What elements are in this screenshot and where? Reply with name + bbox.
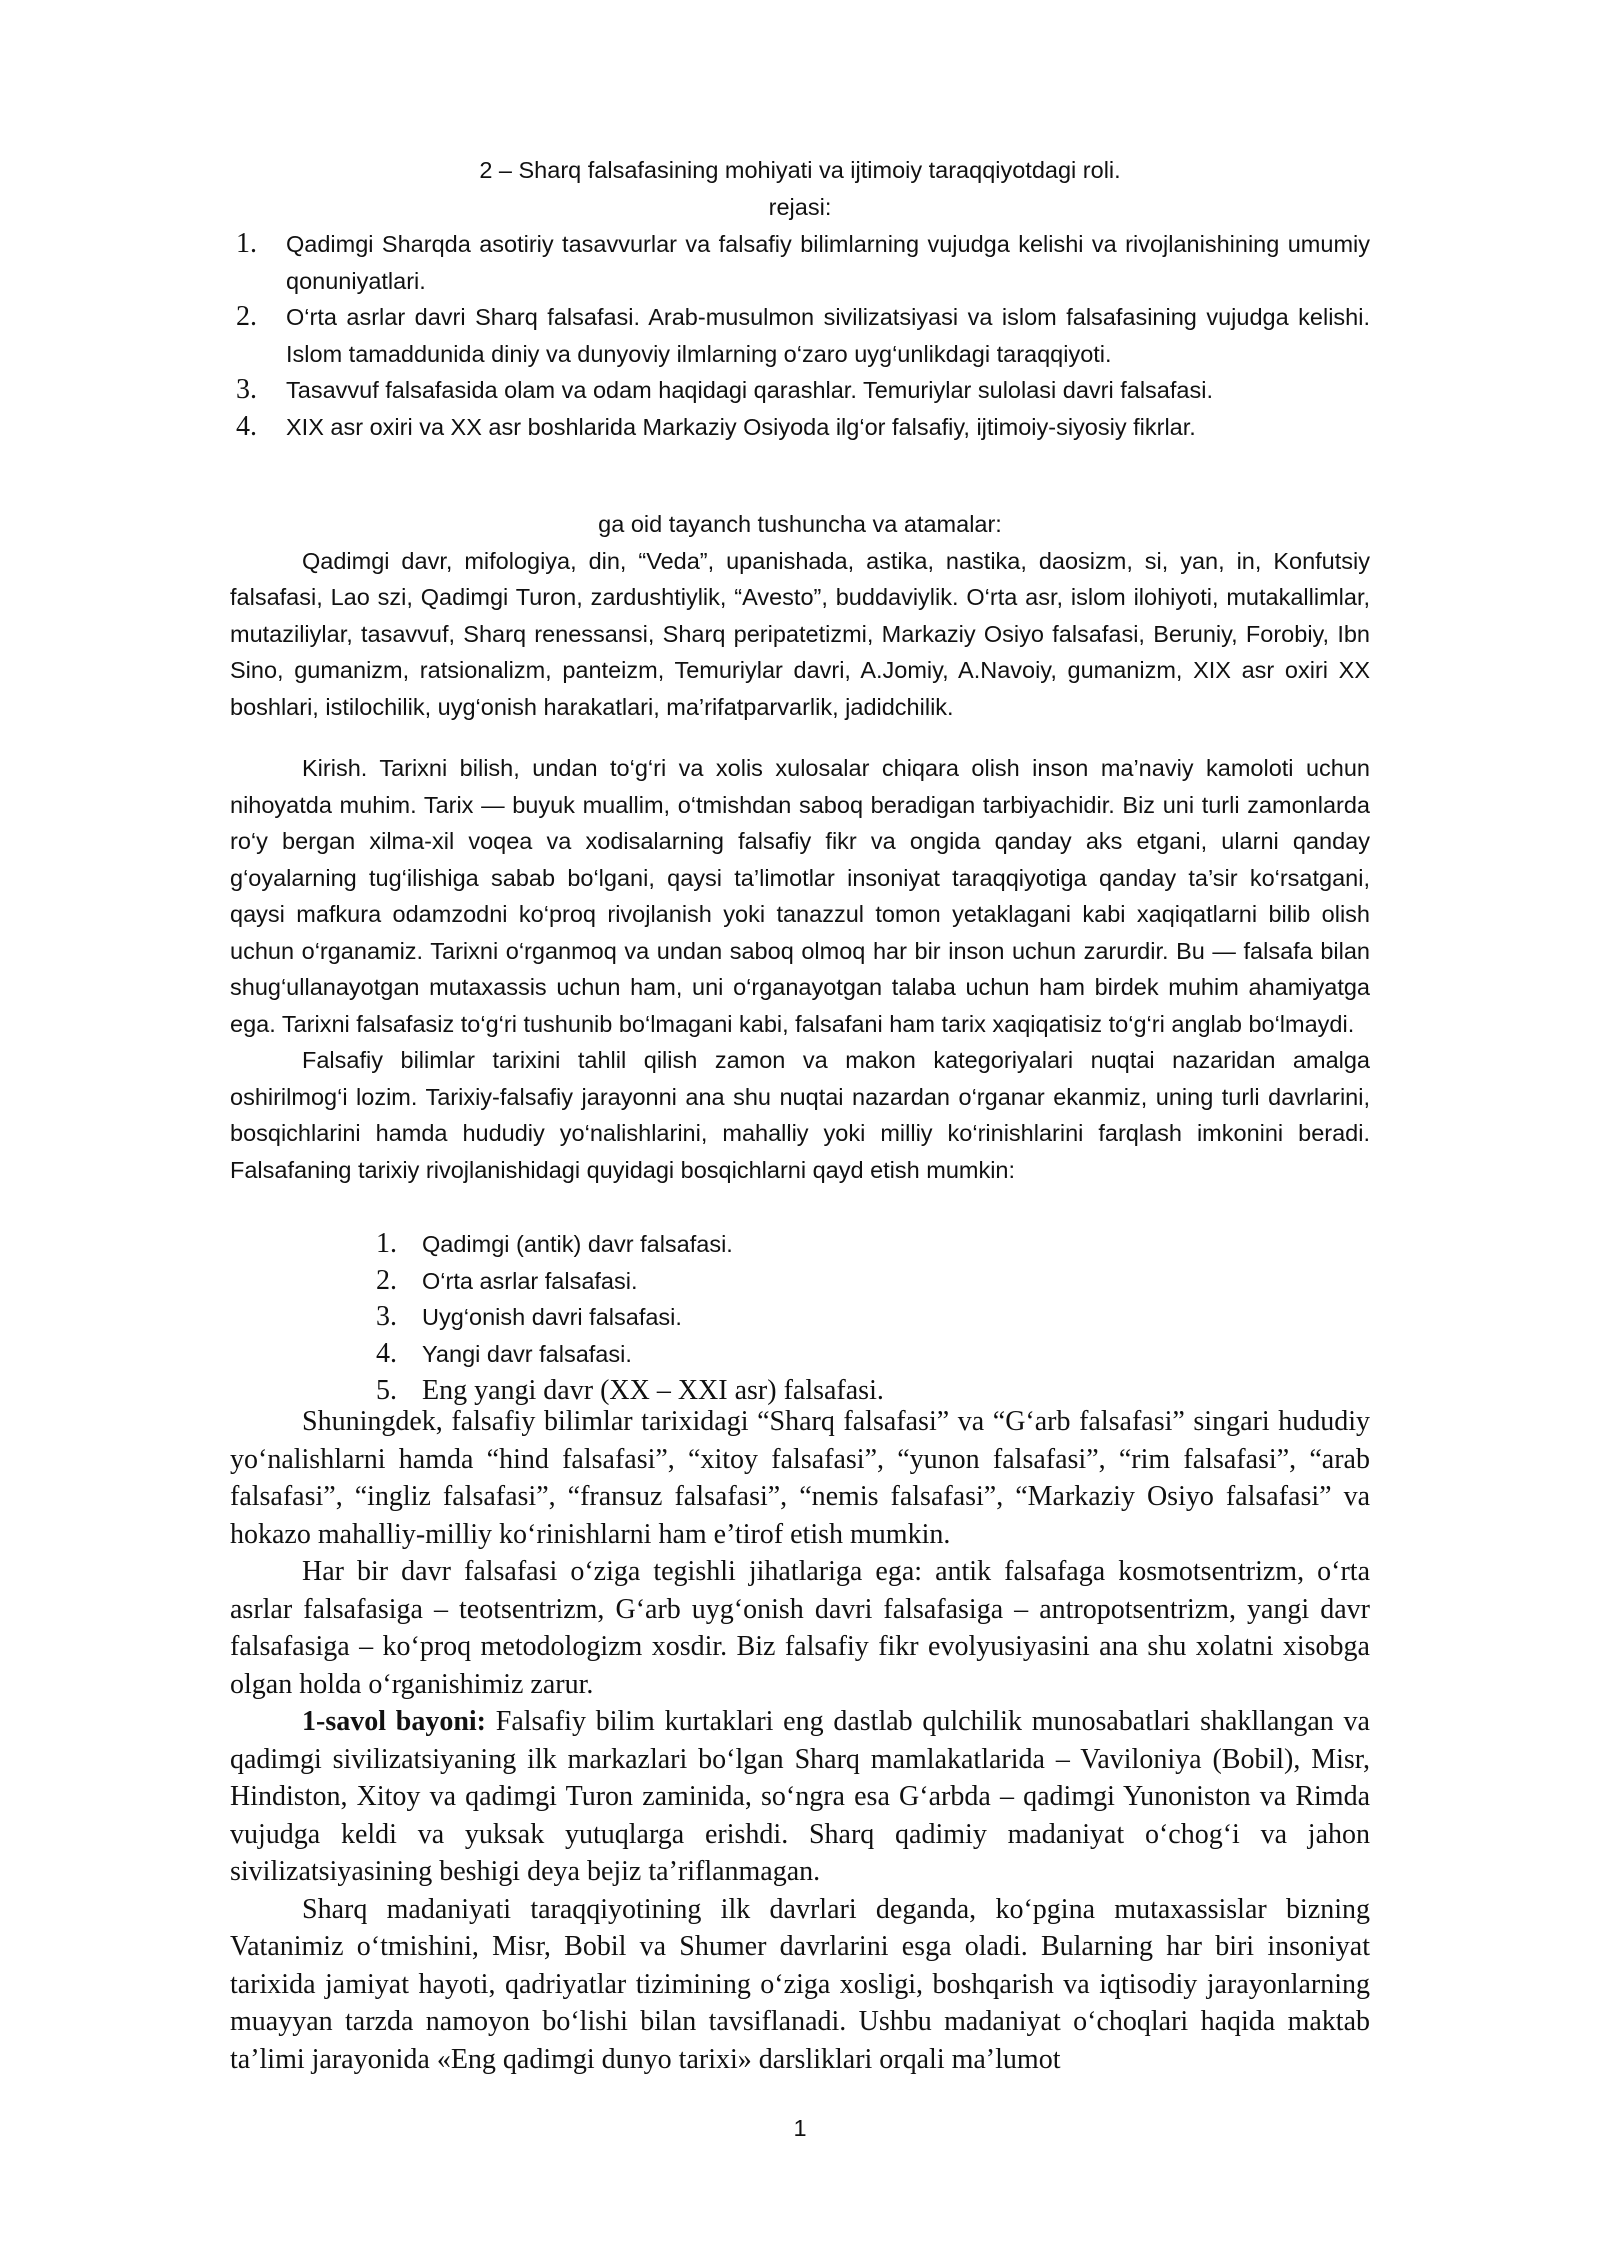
plan-item-text: XIX asr oxiri va XX asr boshlarida Markaziy Osiyoda ilg‘or falsafiy, ijtimoiy-siyosiy fikrlar. (286, 413, 1196, 440)
body-paragraph: Sharq madaniyati taraqqiyotining ilk davrlari deganda, ko‘pgina mutaxassislar bizning Vatanimiz o‘tmishini, Misr, Bobil va Shumer davrlarini esga oladi. Bularning har biri insoniyat tarixida jamiyat hayoti, qadriyatlar tizimining o‘ziga xosligi, boshqarish va iqtisodiy jarayonlarning muayyan tarzda namoyon bo‘lishi bilan tavsiflanadi. Ushbu madaniyat o‘choqlari haqida maktab ta’limi jarayonida «Eng qadimgi dunyo tarixi» darsliklari orqali ma’lumot (230, 1893, 1370, 2075)
stage-text: Eng yangi davr (XX – XXI asr) falsafasi. (422, 1375, 884, 1406)
stage-number: 5. (376, 1375, 397, 1406)
stage-text: Uyg‘onish davri falsafasi. (422, 1304, 682, 1330)
page-number: 1 (793, 2115, 807, 2141)
intro-section (230, 750, 1370, 1188)
stage-number: 2. (376, 1264, 397, 1296)
terms-heading: ga oid tayanch tushuncha va atamalar: (598, 511, 1002, 537)
stage-item (376, 1226, 1276, 1263)
plan-list (230, 226, 1370, 445)
plan-label: rejasi: (768, 193, 832, 220)
plan-item-text: Tasavvuf falsafasida olam va odam haqidagi qarashlar. Temuriylar sulolasi davri falsafasi. (286, 377, 1213, 403)
stage-text: Yangi davr falsafasi. (422, 1340, 632, 1367)
plan-item-text: Qadimgi Sharqda asotiriy tasavvurlar va falsafiy bilimlarning vujudga kelishi va rivojlanishining umumiy qonuniyatlari. (286, 231, 1370, 294)
page-title: 2 – Sharq falsafasining mohiyati va ijtimoiy taraqqiyotdagi roli. (479, 157, 1121, 183)
plan-item (230, 226, 1370, 299)
question-heading: 1-savol bayoni: (302, 1706, 486, 1737)
question-text: Falsafiy bilim kurtaklari eng dastlab qulchilik munosabatlari shakllangan va qadimgi sivilizatsiyaning ilk markazlari bo‘lgan Sharq mamlakatlarida – Vaviloniya (Bobil), Misr, Hindiston, Xitoy va qadimgi Turon zaminida, so‘ngra esa G‘arbda – qadimgi Yunoniston va Rimda vujudga keldi va yuksak yutuqlarga erishdi. Sharq qadimiy madaniyat o‘chog‘i va jahon sivilizatsiyasining beshigi deya bejiz ta’riflanmagan. (230, 1706, 1370, 1887)
stage-number: 3. (376, 1301, 397, 1332)
plan-item-number: 4. (236, 410, 257, 442)
terms-section (230, 506, 1370, 725)
body-paragraph: Har bir davr falsafasi o‘ziga tegishli jihatlariga ega: antik falsafaga kosmotsentrizm, o‘rta asrlar falsafasiga – teotsentrizm, G‘arb uyg‘onish davri falsafasiga – antropotsentrizm, yangi davr falsafasiga – ko‘proq metodologizm xosdir. Biz falsafiy fikr evolyusiyasini ana shu xolatni xisobga olgan holda o‘rganishimiz zarur. (230, 1556, 1370, 1700)
stage-text: O‘rta asrlar falsafasi. (422, 1267, 638, 1294)
body-section (230, 1403, 1370, 2078)
stage-text: Qadimgi (antik) davr falsafasi. (422, 1231, 733, 1257)
plan-item-number: 2. (236, 301, 257, 332)
plan-item (230, 409, 1370, 446)
body-paragraph: Shuningdek, falsafiy bilimlar tarixidagi “Sharq falsafasi” va “G‘arb falsafasi” singari hududiy yo‘nalishlarni hamda “hind falsafasi”, “xitoy falsafasi”, “yunon falsafasi”, “rim falsafasi”, “arab falsafasi”, “ingliz falsafasi”, “fransuz falsafasi”, “nemis falsafasi”, “Markaziy Osiyo falsafasi” va hokazo mahalliy-milliy ko‘rinishlarni ham e’tirof etish mumkin. (230, 1406, 1370, 1550)
intro-paragraph: Falsafiy bilimlar tarixini tahlil qilish zamon va makon kategoriyalari nuqtai nazaridan amalga oshirilmog‘i lozim. Tarixiy-falsafiy jarayonni ana shu nuqtai nazardan o‘rganar ekanmiz, uning turli davrlarini, bosqichlarini hamda hududiy yo‘nalishlarini, mahalliy yoki milliy ko‘rinishlarini farqlash imkonini beradi. Falsafaning tarixiy rivojlanishidagi quyidagi bosqichlarni qayd etish mumkin: (230, 1047, 1370, 1183)
stage-number: 1. (376, 1228, 397, 1259)
stage-item (376, 1336, 1276, 1373)
plan-item (230, 299, 1370, 372)
stage-item (376, 1263, 1276, 1300)
stages-list (376, 1226, 1276, 1410)
body-paragraph (230, 1703, 1370, 1891)
plan-item-number: 1. (236, 228, 257, 259)
title-block (230, 152, 1370, 225)
plan-item-number: 3. (236, 374, 257, 405)
stage-number: 4. (376, 1337, 397, 1369)
plan-item-text: O‘rta asrlar davri Sharq falsafasi. Arab-musulmon sivilizatsiyasi va islom falsafasining vujudga kelishi. Islom tamaddunida diniy va dunyoviy ilmlarning o‘zaro uyg‘unlikdagi taraqqiyoti. (286, 304, 1370, 367)
intro-paragraph: Kirish. Tarixni bilish, undan to‘g‘ri va xolis xulosalar chiqara olish inson ma’naviy kamoloti uchun nihoyatda muhim. Tarix — buyuk muallim, o‘tmishdan saboq beradigan tarbiyachidir. Biz uni turli zamonlarda ro‘y bergan xilma-xil voqea va xodisalarning falsafiy fikr va ongida qanday aks etgani, ularni qanday g‘oyalarning tug‘ilishiga sabab bo‘lgani, qaysi ta’limotlar insoniyat taraqqiyotiga qanday ta’sir ko‘rsatgani, qaysi mafkura odamzodni ko‘proq rivojlanish yoki tanazzul tomon yetaklagani kabi xaqiqatlarni bilib olish uchun o‘rganamiz. Tarixni o‘rganmoq va undan saboq olmoq har bir inson uchun zarurdir. Bu — falsafa bilan shug‘ullanayotgan mutaxassis uchun ham, uni o‘rganayotgan talaba uchun ham birdek muhim ahamiyatga ega. Tarixni falsafasiz to‘g‘ri tushunib bo‘lmagani kabi, falsafani ham tarix xaqiqatisiz to‘g‘ri anglab bo‘lmaydi. (230, 755, 1370, 1037)
terms-text: Qadimgi davr, mifologiya, din, “Veda”, upanishada, astika, nastika, daosizm, si, yan, in, Konfutsiy falsafasi, Lao szi, Qadimgi Turon, zardushtiylik, “Avesto”, buddaviylik. O‘rta asr, islom ilohiyoti, mutakallimlar, mutaziliylar, tasavvuf, Sharq renessansi, Sharq peripatetizmi, Markaziy Osiyo falsafasi, Beruniy, Forobiy, Ibn Sino, gumanizm, ratsionalizm, panteizm, Temuriylar davri, A.Jomiy, A.Navoiy, gumanizm, XIX asr oxiri XX boshlari, istilochilik, uyg‘onish harakatlari, ma’rifatparvarlik, jadidchilik. (230, 547, 1370, 720)
plan-item (230, 372, 1370, 409)
stage-item (376, 1299, 1276, 1336)
